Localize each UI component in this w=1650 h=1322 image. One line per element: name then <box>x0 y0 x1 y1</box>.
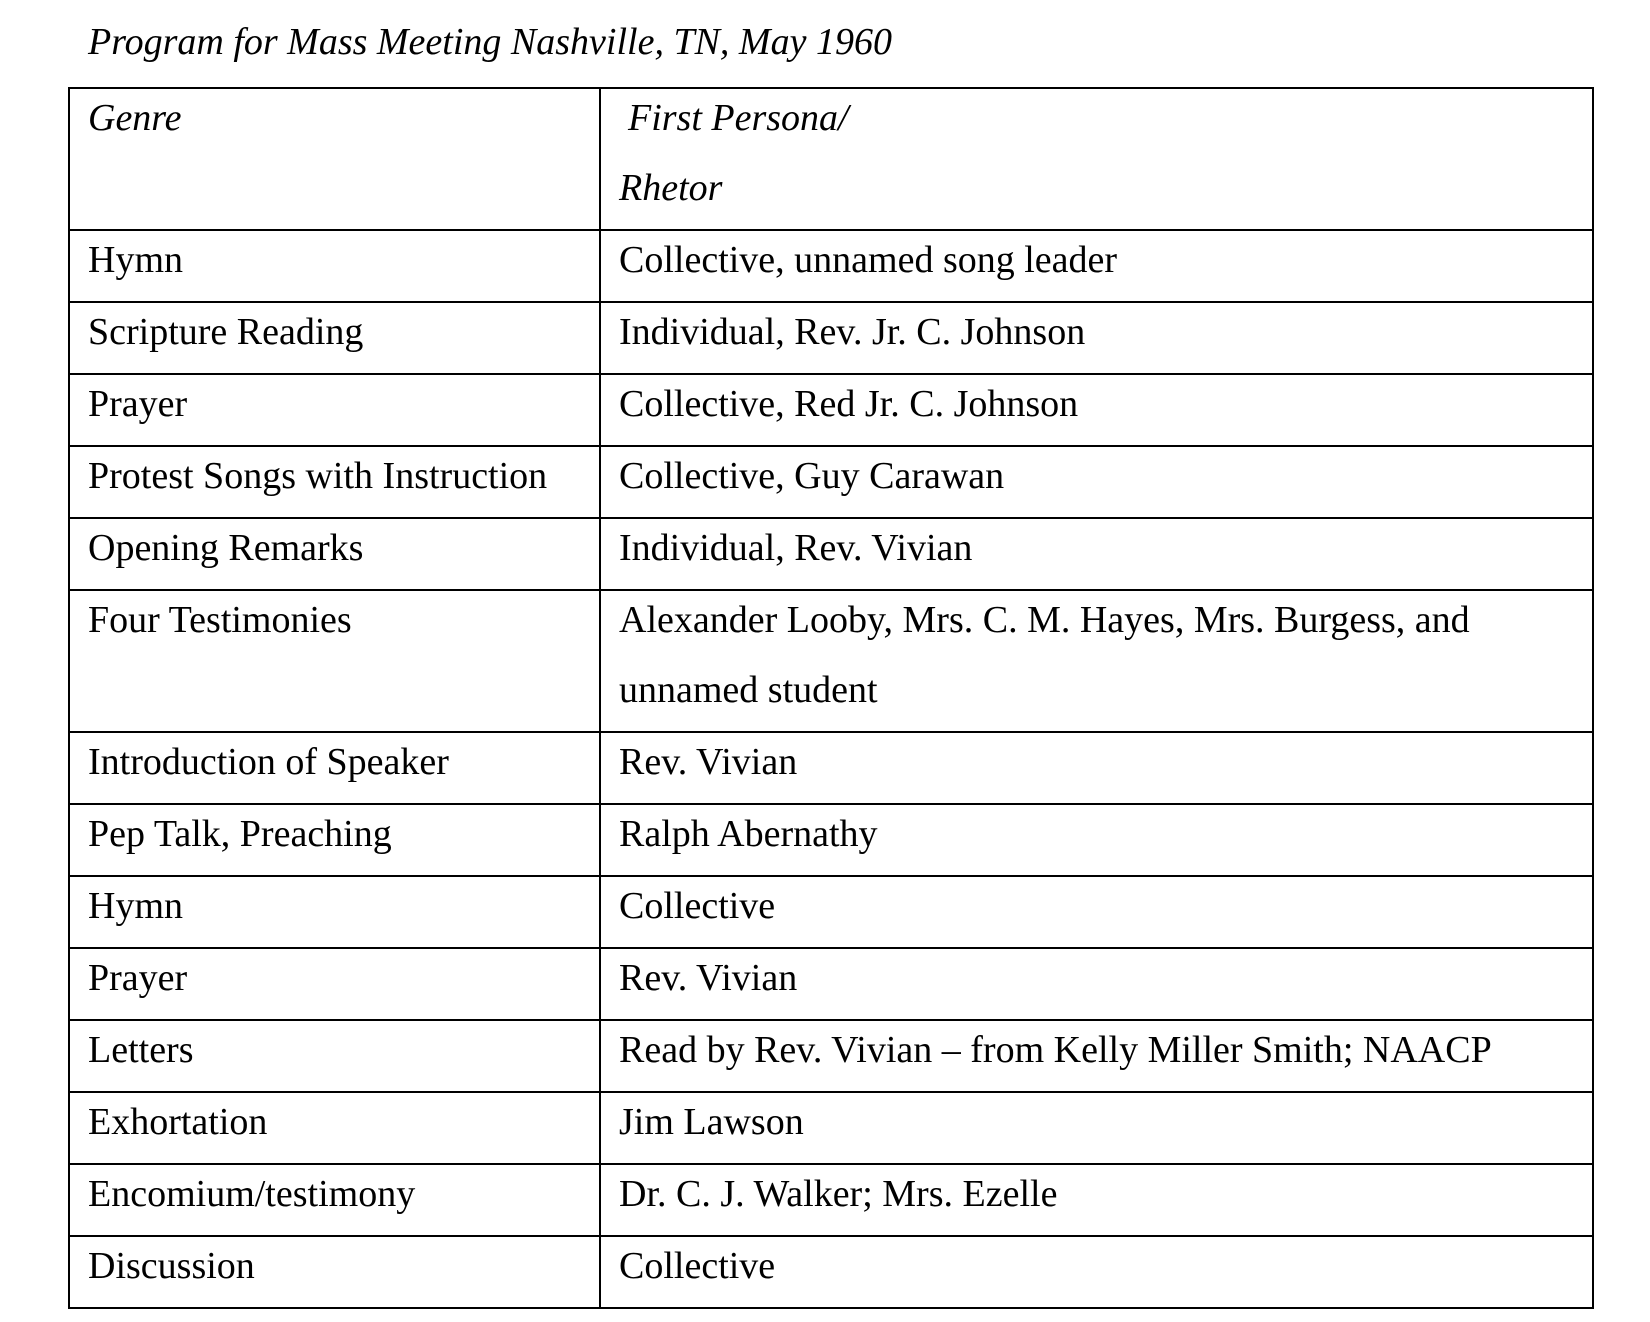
rhetor-cell: Jim Lawson <box>600 1092 1593 1164</box>
rhetor-cell: Rev. Vivian <box>600 948 1593 1020</box>
genre-cell: Prayer <box>69 948 600 1020</box>
rhetor-cell: Dr. C. J. Walker; Mrs. Ezelle <box>600 1164 1593 1236</box>
table-row <box>69 446 1593 518</box>
table-row <box>69 518 1593 590</box>
table-row <box>69 1236 1593 1308</box>
genre-cell: Scripture Reading <box>69 302 600 374</box>
table-header-row <box>69 88 1593 230</box>
table-row <box>69 948 1593 1020</box>
genre-cell: Hymn <box>69 230 600 302</box>
genre-cell: Opening Remarks <box>69 518 600 590</box>
rhetor-cell: Collective <box>600 1236 1593 1308</box>
rhetor-cell: Collective, Guy Carawan <box>600 446 1593 518</box>
genre-cell: Prayer <box>69 374 600 446</box>
column-header-genre: Genre <box>69 88 600 230</box>
rhetor-cell: Collective <box>600 876 1593 948</box>
rhetor-cell: Alexander Looby, Mrs. C. M. Hayes, Mrs. Burgess, and unnamed student <box>600 590 1593 732</box>
genre-cell: Discussion <box>69 1236 600 1308</box>
rhetor-cell: Read by Rev. Vivian – from Kelly Miller Smith; NAACP <box>600 1020 1593 1092</box>
genre-cell: Encomium/testimony <box>69 1164 600 1236</box>
column-header-rhetor <box>600 88 1593 230</box>
genre-cell: Four Testimonies <box>69 590 600 732</box>
column-header-rhetor-line2: Rhetor <box>619 167 723 209</box>
table-row <box>69 1164 1593 1236</box>
rhetor-cell: Individual, Rev. Jr. C. Johnson <box>600 302 1593 374</box>
table-row <box>69 876 1593 948</box>
table-row <box>69 1092 1593 1164</box>
table-caption: Program for Mass Meeting Nashville, TN, May 1960 <box>88 21 892 63</box>
column-header-rhetor-line1: First Persona/ <box>628 97 849 139</box>
genre-cell: Protest Songs with Instruction <box>69 446 600 518</box>
genre-cell: Exhortation <box>69 1092 600 1164</box>
rhetor-cell: Collective, unnamed song leader <box>600 230 1593 302</box>
genre-cell: Hymn <box>69 876 600 948</box>
rhetor-cell: Rev. Vivian <box>600 732 1593 804</box>
genre-cell: Letters <box>69 1020 600 1092</box>
rhetor-cell: Ralph Abernathy <box>600 804 1593 876</box>
table-row <box>69 230 1593 302</box>
rhetor-cell: Individual, Rev. Vivian <box>600 518 1593 590</box>
rhetor-cell: Collective, Red Jr. C. Johnson <box>600 374 1593 446</box>
genre-cell: Pep Talk, Preaching <box>69 804 600 876</box>
table-row <box>69 1020 1593 1092</box>
genre-cell: Introduction of Speaker <box>69 732 600 804</box>
table-row <box>69 374 1593 446</box>
table-row <box>69 590 1593 732</box>
table-row <box>69 732 1593 804</box>
table-row <box>69 804 1593 876</box>
table-row <box>69 302 1593 374</box>
program-table <box>68 87 1594 1309</box>
